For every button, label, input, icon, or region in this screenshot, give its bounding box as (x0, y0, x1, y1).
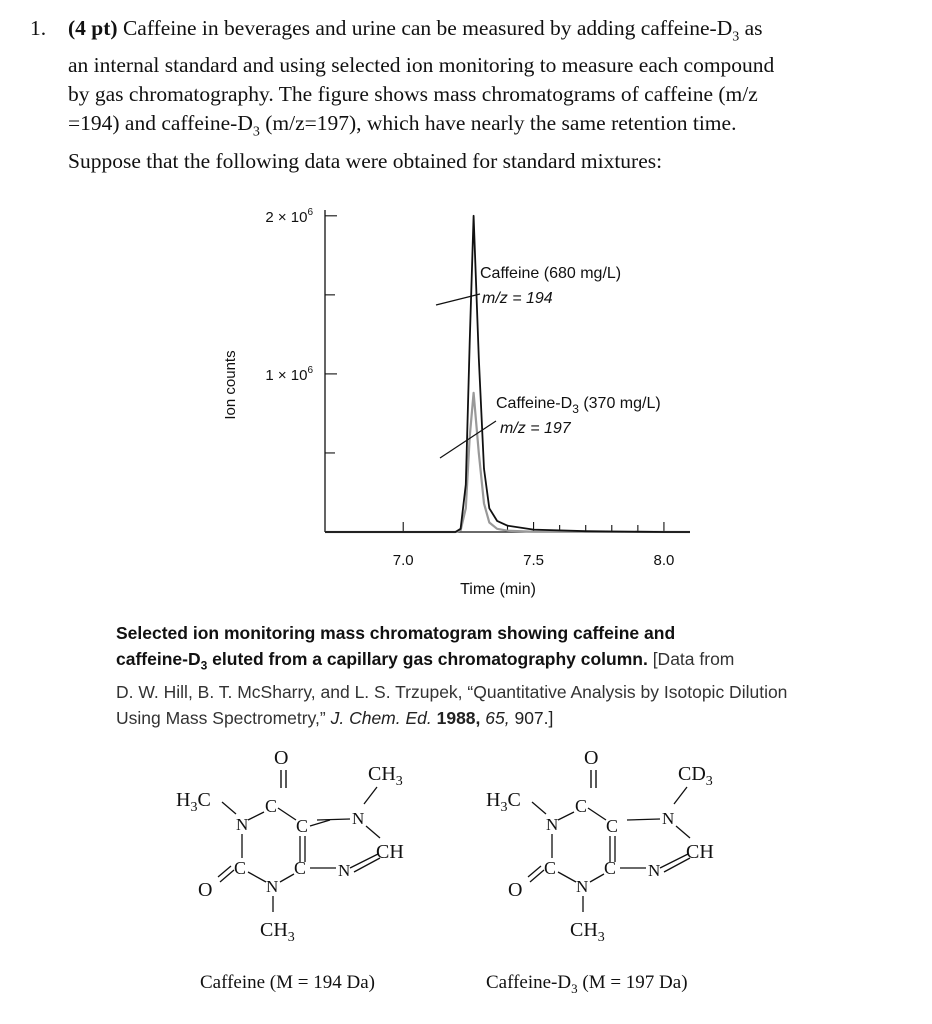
series-caffeine-line (325, 216, 690, 532)
atom-c-carbonyl: C (265, 796, 278, 816)
x-tick-label: 7.5 (523, 552, 545, 569)
caffeine-structure (170, 740, 450, 960)
atom-o-bottom-d3: O (508, 879, 523, 901)
caption-src-b: D. W. Hill, B. T. McSharry, and L. S. Trzupek, “Quantitative Analysis by Isotopic Dilution (116, 681, 788, 702)
atom-c4: C (294, 858, 307, 878)
atom-c2: C (234, 858, 247, 878)
question-line-4b: (m/z=197), which have nearly the same retention time. (259, 111, 737, 136)
atom-c-carbonyl-d3: C (575, 796, 588, 816)
bottom-methyl: $CH_3$ (260, 919, 295, 945)
caffeine-d3-structure (480, 740, 760, 960)
caption-bold-1: Selected ion monitoring mass chromatogram showing caffeine and (116, 623, 676, 643)
question-line-1b: as (739, 16, 763, 40)
top-methyl: $CH_3$ (368, 763, 403, 789)
atom-n1-d3: N (546, 815, 559, 834)
atom-n3: N (266, 877, 279, 896)
question-points: (4 pt) (68, 16, 118, 40)
atom-c5-d3: C (606, 816, 619, 836)
atom-o-bottom: O (198, 879, 213, 901)
y-tick-label: $2 \times 10^6$ (265, 206, 313, 226)
question-line-1a: Caffeine in beverages and urine can be measured by adding caffeine-D (122, 16, 733, 40)
annotation-caffeine-mz: m/z = 194 (482, 290, 553, 307)
question-line-5: Suppose that the following data were obtained for standard mixtures: (68, 148, 663, 173)
caption-pages: 907.] (509, 707, 554, 728)
caption-vol: 65, (480, 707, 510, 728)
caffeine-d3-name: Caffeine-$D_3$ (M = 197 Da) (486, 972, 688, 996)
y-axis-label: Ion counts (222, 350, 239, 420)
caption-bold-2a: caffeine-D (116, 649, 201, 669)
caption-journal: J. Chem. Ed. (330, 707, 432, 728)
question-line-2: an internal standard and using selected ion monitoring to measure each compound (68, 53, 775, 78)
caption-src-c: Using Mass Spectrometry,” (116, 707, 331, 728)
y-tick-label: $1 \times 10^6$ (265, 364, 313, 384)
bottom-methyl-d3: $CH_3$ (570, 919, 605, 945)
left-methyl: $H_3C$ (176, 789, 211, 815)
question-line-3: by gas chromatography. The figure shows mass chromatograms of caffeine (m/z (68, 82, 758, 107)
atom-ch8: CH (376, 841, 404, 863)
x-tick-label: 8.0 (653, 552, 675, 569)
chart-series (325, 216, 690, 532)
x-axis-label: Time (min) (460, 581, 536, 598)
annotation-d3-mz: m/z = 197 (500, 420, 571, 437)
atom-n9: N (338, 861, 351, 880)
annotation-d3-label: Caffeine-$D_3$ (370 mg/L) (496, 395, 661, 416)
question-line-4a: =194) and caffeine-D (68, 111, 253, 136)
question-number: 1. (30, 16, 47, 40)
chart-ticks (265, 207, 674, 569)
atom-n1: N (236, 815, 249, 834)
atom-c5: C (296, 816, 309, 836)
figure-caption (116, 620, 816, 731)
left-methyl-d3: $H_3C$ (486, 789, 521, 815)
atom-n9-d3: N (648, 861, 661, 880)
question-sub-2: 3 (252, 124, 260, 140)
chart-axes (325, 210, 686, 532)
atom-o-top-d3: O (584, 747, 599, 769)
top-methyl-d3: $CD_3$ (678, 763, 713, 789)
atom-c4-d3: C (604, 858, 617, 878)
x-tick-label: 7.0 (392, 552, 414, 569)
atom-n3-d3: N (576, 877, 589, 896)
annotation-caffeine-label: Caffeine (680 mg/L) (480, 265, 622, 282)
caption-bold-sub: 3 (200, 658, 208, 673)
series-caffeine-d3-line (325, 393, 690, 532)
question-sub-1: 3 (732, 29, 740, 45)
atom-c2-d3: C (544, 858, 557, 878)
atom-ch8-d3: CH (686, 841, 714, 863)
annotation-caffeine-leader (436, 294, 480, 305)
atom-n7: N (352, 809, 365, 828)
atom-o-top: O (274, 747, 289, 769)
caption-bold-2b: eluted from a capillary gas chromatography column. (207, 649, 648, 669)
caption-year: 1988, (431, 707, 481, 728)
caption-src-a: [Data from (647, 649, 735, 669)
caffeine-name: Caffeine (M = 194 Da) (200, 972, 375, 993)
atom-n7-d3: N (662, 809, 675, 828)
